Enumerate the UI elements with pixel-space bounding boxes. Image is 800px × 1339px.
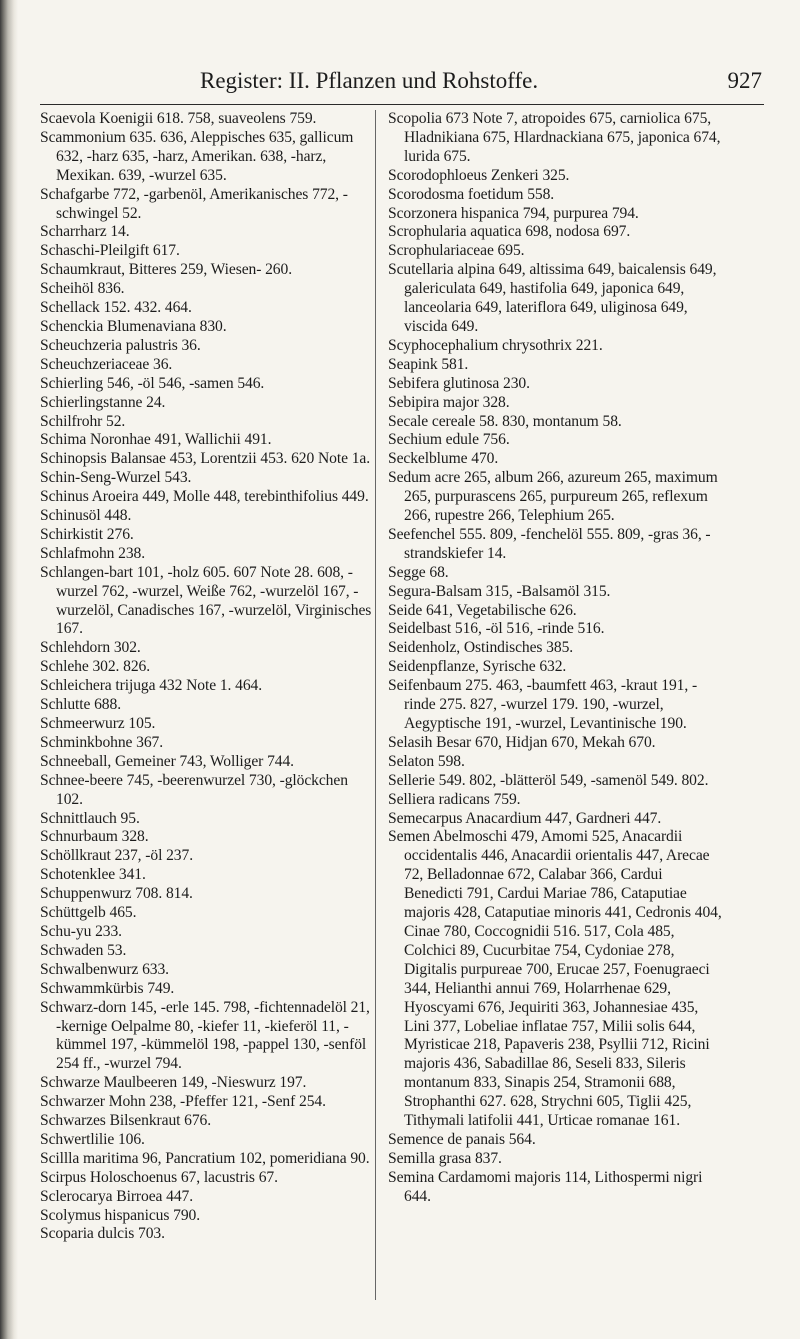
index-entry: Schüttgelb 465. xyxy=(40,904,137,922)
running-header xyxy=(200,66,760,100)
index-entry: Schima Noronhae 491, Wallichii 491. xyxy=(40,431,272,449)
index-entry: Sebifera glutinosa 230. xyxy=(388,374,530,392)
running-header-title: Register: II. Pflanzen und Rohstoffe. xyxy=(200,68,539,93)
index-entry: Segura-Balsam 315, -Balsamöl 315. xyxy=(388,582,611,600)
index-entry: Scaevola Koenigii 618. 758, suaveolens 759. xyxy=(40,110,317,127)
index-entry: Schuppenwurz 708. 814. xyxy=(40,885,193,903)
index-entry: Schwarz-dorn 145, -erle 145. 798, -fichtennadelöl 21, -kernige Oelpalme 80, -kiefer 11, -kieferöl 11, -kümmel 197, -kümmelöl 198, -pappel 130, -senföl 254 ff., -wurzel 794. xyxy=(40,998,370,1073)
index-entry: Schnee-beere 745, -beerenwurzel 730, -glöckchen 102. xyxy=(40,771,348,808)
index-entry: Selasih Besar 670, Hidjan 670, Mekah 670. xyxy=(388,733,656,751)
index-entry: Schu-yu 233. xyxy=(40,922,122,940)
index-entry: Schotenklee 341. xyxy=(40,866,146,884)
binding-shadow xyxy=(0,0,18,1339)
index-entry: Schneeball, Gemeiner 743, Wolliger 744. xyxy=(40,752,294,770)
index-entry: Schlehe 302. 826. xyxy=(40,658,151,676)
index-entry: Secale cereale 58. 830, montanum 58. xyxy=(388,412,622,430)
index-entry: Schinusöl 448. xyxy=(40,507,132,525)
index-entry: Seckelblume 470. xyxy=(388,450,499,468)
index-entry: Schnittlauch 95. xyxy=(40,809,140,827)
header-rule xyxy=(40,104,764,105)
index-entry: Schwarzes Bilsenkraut 676. xyxy=(40,1112,212,1130)
index-entry: Segge 68. xyxy=(388,563,449,581)
index-entry: Semina Cardamomi majoris 114, Lithospermi nigri 644. xyxy=(388,1168,703,1205)
index-entry: Schwalbenwurz 633. xyxy=(40,960,169,978)
index-entry: Scyphocephalium chrysothrix 221. xyxy=(388,336,603,354)
index-entry: Schirkistit 276. xyxy=(40,525,134,543)
index-entry: Selaton 598. xyxy=(388,752,465,770)
index-entry: Seide 641, Vegetabilische 626. xyxy=(388,601,577,619)
index-entry: Scorzonera hispanica 794, purpurea 794. xyxy=(388,204,639,222)
index-entry: Schafgarbe 772, -garbenöl, Amerikanisches 772, -schwingel 52. xyxy=(40,185,348,222)
index-entry: Scirpus Holoschoenus 67, lacustris 67. xyxy=(40,1168,278,1186)
index-entry: Scorodophloeus Zenkeri 325. xyxy=(388,166,570,184)
index-entry: Schlehdorn 302. xyxy=(40,639,141,657)
index-entry: Semecarpus Anacardium 447, Gardneri 447. xyxy=(388,809,662,827)
index-entry: Scrophulariaceae 695. xyxy=(388,242,525,260)
index-entry: Schinopsis Balansae 453, Lorentzii 453. 620 Note 1a. xyxy=(40,450,371,468)
index-entry: Sechium edule 756. xyxy=(388,431,510,449)
index-entry: Scheuchzeriaceae 36. xyxy=(40,355,173,373)
index-entry: Semilla grasa 837. xyxy=(388,1149,502,1167)
index-entry: Scrophularia aquatica 698, nodosa 697. xyxy=(388,223,631,241)
index-entry: Scoparia dulcis 703. xyxy=(40,1225,165,1243)
index-column-left xyxy=(40,110,374,1244)
index-entry: Schierlingstanne 24. xyxy=(40,393,166,411)
index-entry: Scharrharz 14. xyxy=(40,223,130,241)
index-entry: Scolymus hispanicus 790. xyxy=(40,1206,201,1224)
index-entry: Schlangen-bart 101, -holz 605. 607 Note 28. 608, -wurzel 762, -wurzel, Weiße 762, -wurzelöl 167, -wurzelöl, Canadisches 167, -wurzelöl, Virginisches 167. xyxy=(40,563,372,638)
index-entry: Schilfrohr 52. xyxy=(40,412,126,430)
index-entry: Schaschi-Pleilgift 617. xyxy=(40,242,180,260)
index-entry: Sclerocarya Birroea 447. xyxy=(40,1187,194,1205)
index-entry: Sedum acre 265, album 266, azureum 265, maximum 265, purpurascens 265, purpureum 265, reflexum 266, rupestre 266, Telephium 265. xyxy=(388,469,718,525)
index-entry: Schwarze Maulbeeren 149, -Nieswurz 197. xyxy=(40,1074,307,1092)
index-entry: Schwertlilie 106. xyxy=(40,1130,145,1148)
index-entry: Scheuchzeria palustris 36. xyxy=(40,336,201,354)
index-entry: Scillla maritima 96, Pancratium 102, pomeridiana 90. xyxy=(40,1149,370,1167)
index-entry: Schöllkraut 237, -öl 237. xyxy=(40,847,193,865)
index-entry: Scopolia 673 Note 7, atropoides 675, carniolica 675, Hladnikiana 675, Hlardnackiana 675, japonica 674, lurida 675. xyxy=(388,110,721,165)
index-column-right xyxy=(388,110,722,1207)
index-entry: Schminkbohne 367. xyxy=(40,733,164,751)
index-entry: Seefenchel 555. 809, -fenchelöl 555. 809, -gras 36, -strandskiefer 14. xyxy=(388,525,711,562)
index-entry: Schwammkürbis 749. xyxy=(40,979,175,997)
index-entry: Schwaden 53. xyxy=(40,941,127,959)
index-entry: Scorodosma foetidum 558. xyxy=(388,185,555,203)
index-entry: Seidenpflanze, Syrische 632. xyxy=(388,658,567,676)
index-entry: Schlafmohn 238. xyxy=(40,544,146,562)
index-entry: Schwarzer Mohn 238, -Pfeffer 121, -Senf 254. xyxy=(40,1093,326,1111)
index-entry: Schaumkraut, Bitteres 259, Wiesen- 260. xyxy=(40,261,292,279)
index-entry: Semence de panais 564. xyxy=(388,1130,536,1148)
index-entry: Schenckia Blumenaviana 830. xyxy=(40,317,227,335)
index-entry: Schleichera trijuga 432 Note 1. 464. xyxy=(40,677,263,695)
index-entry: Scheihöl 836. xyxy=(40,280,125,298)
index-entry: Semen Abelmoschi 479, Amomi 525, Anacardii occidentalis 446, Anacardii orientalis 447, Arecae 72, Belladonnae 672, Calabar 366, Cardui Benedicti 791, Cardui Mariae 786, Cataputiae majoris 428, Cataputiae minoris 441, Cedronis 404, Cinae 780, Coccognidii 516. 517, Cola 485, Colchici 89, Cucurbitae 754, Cydoniae 278, Digitalis purpureae 700, Erucae 257, Foenugraeci 344, Helianthi annui 769, Holarrhenae 629, Hyoscyami 676, Jequiriti 363, Johannesiae 435, Lini 377, Lobeliae inflatae 757, Milii solis 644, Myristicae 218, Papaveris 238, Psyllii 712, Ricini majoris 436, Sabadillae 86, Seseli 833, Sileris montanum 833, Sinapis 254, Stramonii 688, Strophanthi 627. 628, Strychni 605, Tiglii 425, Tithymali latifolii 441, Urticae romanae 161. xyxy=(388,828,722,1130)
page-number: 927 xyxy=(727,68,762,93)
index-entry: Sebipira major 328. xyxy=(388,393,510,411)
index-entry: Scutellaria alpina 649, altissima 649, baicalensis 649, galericulata 649, hastifolia 649, japonica 649, lanceolaria 649, lateriflora 649, uliginosa 649, viscida 649. xyxy=(388,261,717,335)
index-entry: Schlutte 688. xyxy=(40,696,121,714)
index-entry: Seifenbaum 275. 463, -baumfett 463, -kraut 191, -rinde 275. 827, -wurzel 179. 190, -wurzel, Aegyptische 191, -wurzel, Levantinische 190. xyxy=(388,677,698,732)
index-entry: Sellerie 549. 802, -blätteröl 549, -samenöl 549. 802. xyxy=(388,771,709,789)
index-entry: Schinus Aroeira 449, Molle 448, terebinthifolius 449. xyxy=(40,488,369,506)
index-entry: Schnurbaum 328. xyxy=(40,828,149,846)
index-entry: Scammonium 635. 636, Aleppisches 635, gallicum 632, -harz 635, -harz, Amerikan. 638, -harz, Mexikan. 639, -wurzel 635. xyxy=(40,128,354,184)
index-entry: Selliera radicans 759. xyxy=(388,790,521,808)
index-entry: Schierling 546, -öl 546, -samen 546. xyxy=(40,374,265,392)
index-entry: Seidelbast 516, -öl 516, -rinde 516. xyxy=(388,620,605,638)
column-divider xyxy=(375,110,376,1300)
index-entry: Seapink 581. xyxy=(388,355,469,373)
index-entry: Schmeerwurz 105. xyxy=(40,715,156,732)
index-entry: Schin-Seng-Wurzel 543. xyxy=(40,469,192,487)
index-entry: Seidenholz, Ostindisches 385. xyxy=(388,639,574,657)
index-entry: Schellack 152. 432. 464. xyxy=(40,299,192,317)
